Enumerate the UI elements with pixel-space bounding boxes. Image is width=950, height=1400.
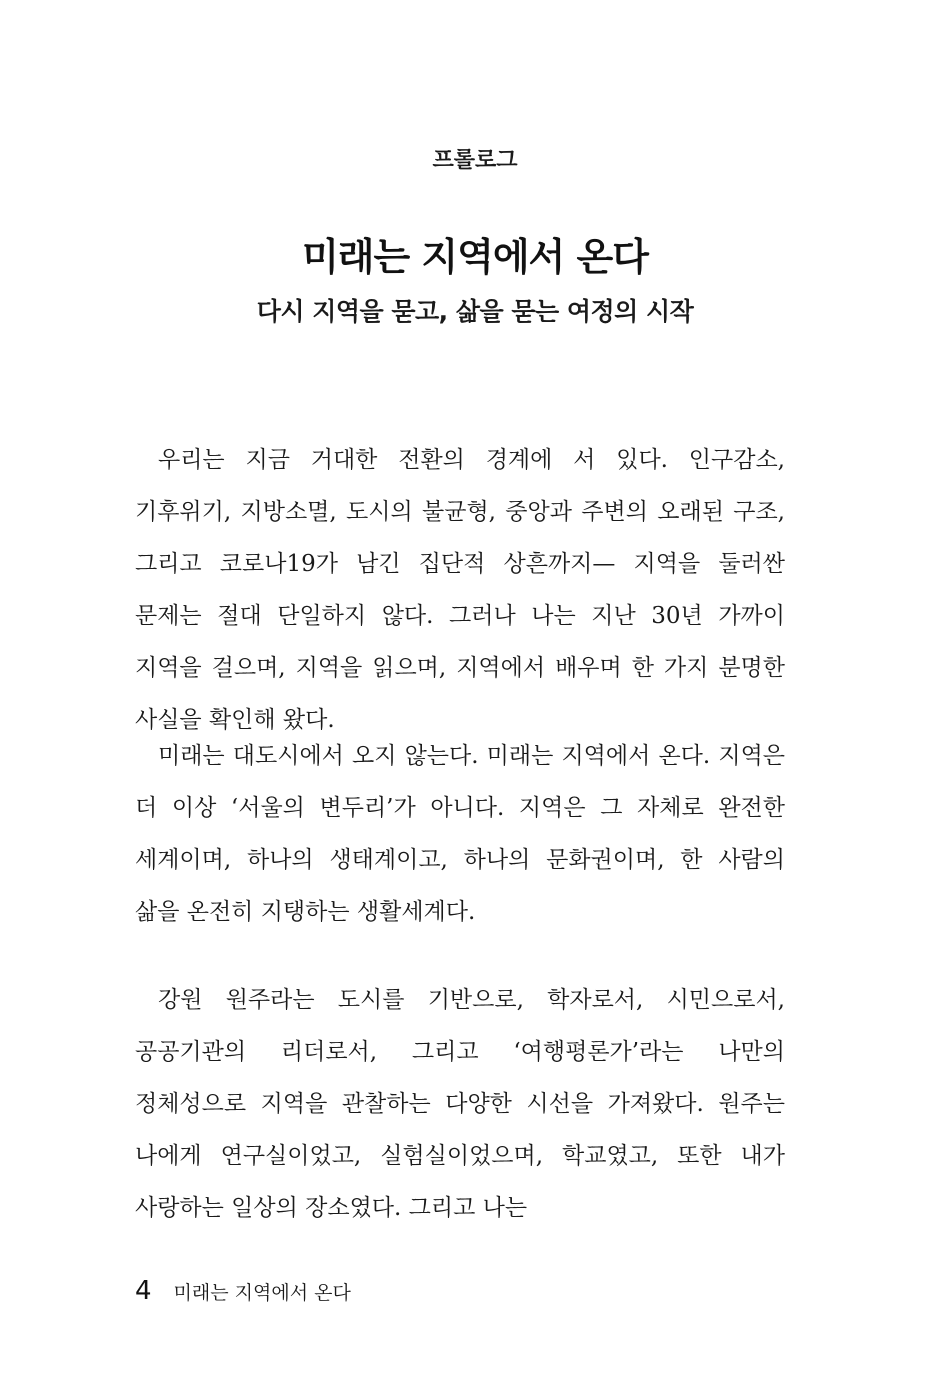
page-title: 미래는 지역에서 온다 [302, 235, 648, 279]
page-subtitle: 다시 지역을 묻고, 삶을 묻는 여정의 시작 [256, 297, 694, 326]
section-label: 프롤로그 [432, 148, 518, 173]
body-paragraph-2: 미래는 대도시에서 오지 않는다. 미래는 지역에서 온다. 지역은 더 이상 ‘서울의 변두리’가 아니다. 지역은 그 자체로 완전한 세계이며, 하나의 생태계이고, 하나의 문화권이며, 한 사람의 삶을 온전히 지탱하는 생활세계다. [135, 743, 785, 925]
page-number: 4 [135, 1276, 152, 1306]
page-footer [135, 1276, 351, 1306]
body-paragraph-1: 우리는 지금 거대한 전환의 경계에 서 있다. 인구감소, 기후위기, 지방소멸, 도시의 불균형, 중앙과 주변의 오래된 구조, 그리고 코로나19가 남긴 집단적 상흔까지— 지역을 둘러싼 문제는 절대 단일하지 않다. 그러나 나는 지난 30년 가까이 지역을 걸으며, 지역을 읽으며, 지역에서 배우며 한 가지 분명한 사실을 확인해 왔다. [135, 447, 785, 733]
body-paragraph-3: 강원 원주라는 도시를 기반으로, 학자로서, 시민으로서, 공공기관의 리더로서, 그리고 ‘여행평론가’라는 나만의 정체성으로 지역을 관찰하는 다양한 시선을 가져왔다. 원주는 나에게 연구실이었고, 실험실이었으며, 학교였고, 또한 내가 사랑하는 일상의 장소였다. 그리고 나는 [135, 987, 785, 1221]
running-title: 미래는 지역에서 온다 [173, 1282, 351, 1304]
